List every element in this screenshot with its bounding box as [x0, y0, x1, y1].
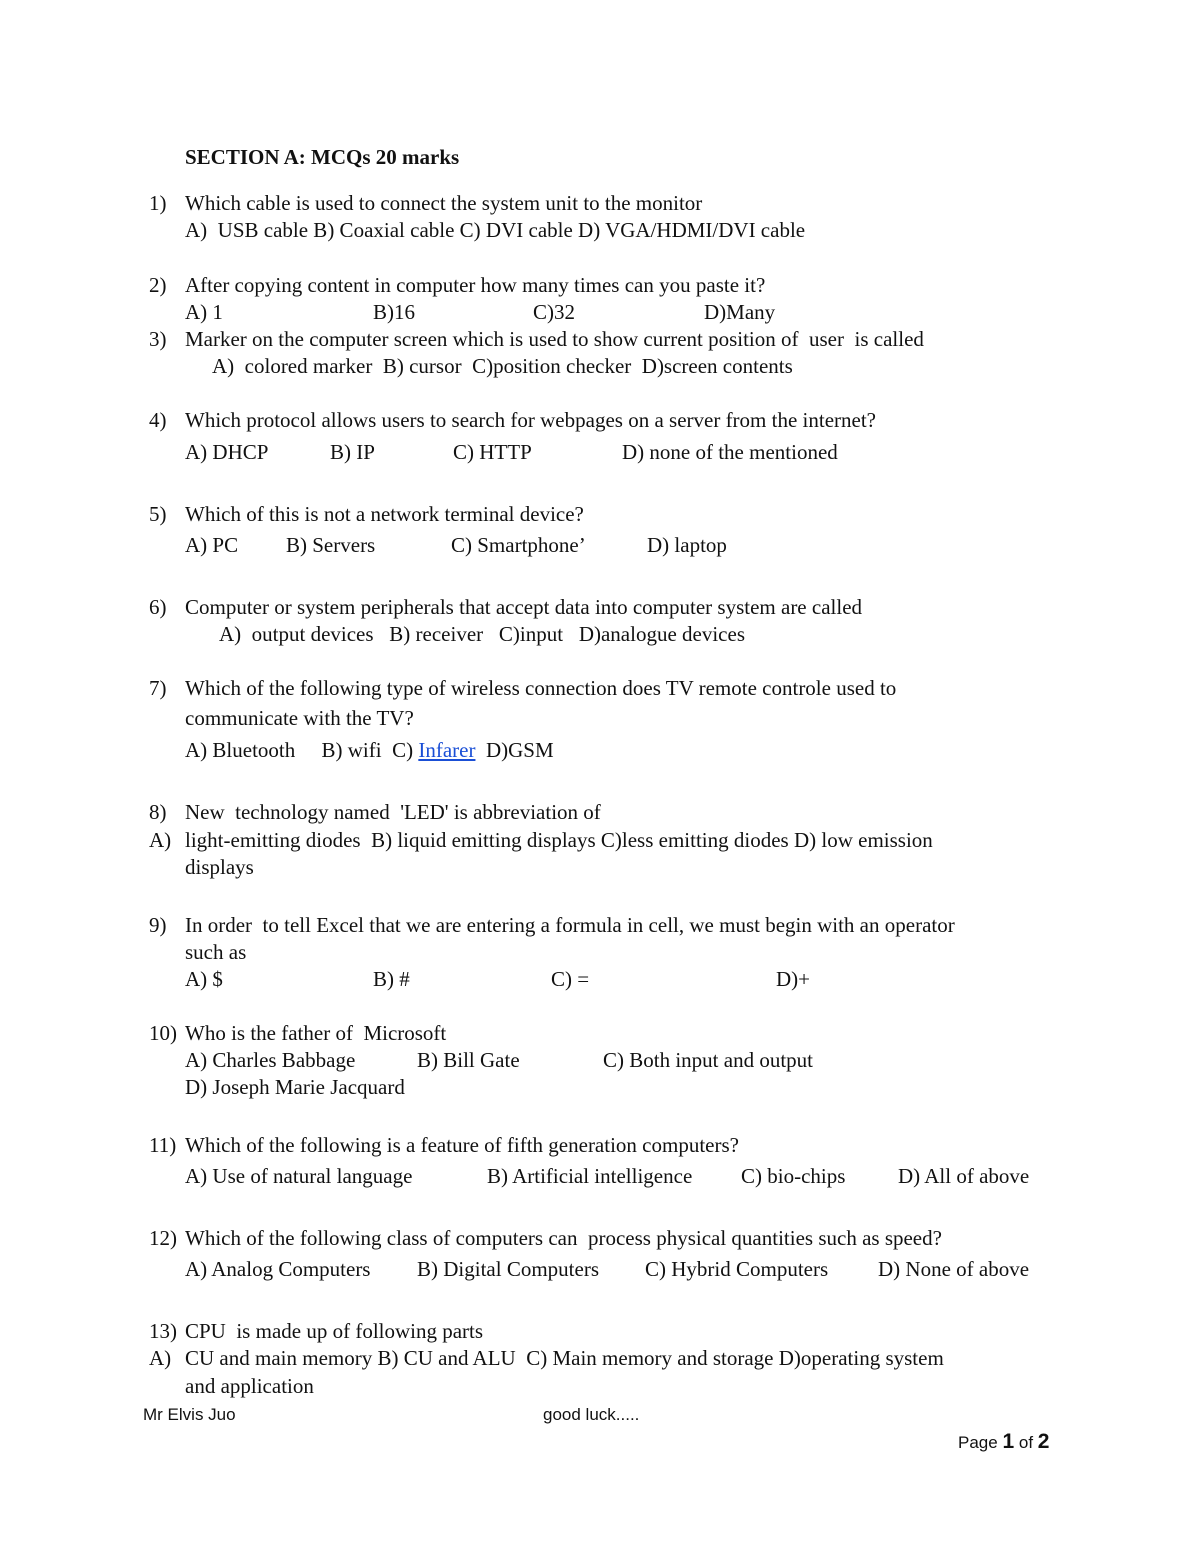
answer-option: C) = — [551, 967, 590, 991]
answer-option: C) Both input and output — [603, 1048, 813, 1072]
answer-options-continued: and application — [185, 1374, 314, 1398]
page-total: 2 — [1037, 1430, 1050, 1453]
answer-option: D) none of the mentioned — [622, 440, 838, 464]
page-word: Page — [958, 1433, 998, 1452]
question-text: Marker on the computer screen which is used to show current position of user is called — [185, 327, 924, 351]
question-text: CPU is made up of following parts — [185, 1319, 484, 1343]
answer-option: A) PC — [185, 533, 239, 557]
answer-option: B) # — [373, 967, 410, 991]
question-text: In order to tell Excel that we are entering a formula in cell, we must begin with an operator — [185, 913, 955, 937]
answer-options: A) output devices B) receiver C)input D)analogue devices — [219, 622, 745, 646]
question-number: 1) — [149, 191, 167, 215]
answer-option: D)Many — [704, 300, 776, 324]
section-title: SECTION A: MCQs 20 marks — [185, 145, 460, 169]
answer-option: B) Bill Gate — [417, 1048, 520, 1072]
answer-option: A) 1 — [185, 300, 223, 324]
question-text: Which of the following type of wireless connection does TV remote controle used to — [185, 676, 897, 700]
answer-option: A) Charles Babbage — [185, 1048, 356, 1072]
question-number: 8) — [149, 800, 167, 824]
question-text: Who is the father of Microsoft — [185, 1021, 447, 1045]
answer-option: C) bio-chips — [741, 1164, 846, 1188]
question-text: Computer or system peripherals that accept data into computer system are called — [185, 595, 863, 619]
question-number: 7) — [149, 676, 167, 700]
answer-option: A) Analog Computers — [185, 1257, 371, 1281]
page-of: of — [1018, 1433, 1034, 1452]
answer-option: B)16 — [373, 300, 415, 324]
answer-option: D) Joseph Marie Jacquard — [185, 1075, 405, 1099]
answer-option: B) Digital Computers — [417, 1257, 599, 1281]
question-number: 13) — [149, 1319, 177, 1343]
answer-option: B) Servers — [286, 533, 376, 557]
answer-option: B) Artificial intelligence — [487, 1164, 693, 1188]
question-text: Which protocol allows users to search for webpages on a server from the internet? — [185, 408, 877, 432]
answer-options-continued: displays — [185, 855, 254, 879]
answer-option-letter: A) — [149, 828, 172, 852]
question-number: 9) — [149, 913, 167, 937]
answer-options: A) USB cable B) Coaxial cable C) DVI cable D) VGA/HDMI/DVI cable — [185, 218, 806, 242]
answer-options: light-emitting diodes B) liquid emitting displays C)less emitting diodes D) low emission — [185, 828, 933, 852]
answer-options — [185, 738, 554, 762]
question-number: 12) — [149, 1226, 177, 1250]
answer-options: CU and main memory B) CU and ALU C) Main memory and storage D)operating system — [185, 1346, 944, 1370]
footer-author: Mr Elvis Juo — [143, 1405, 236, 1424]
answer-option: A) $ — [185, 967, 223, 991]
answer-option: B) IP — [330, 440, 375, 464]
question-number: 10) — [149, 1021, 177, 1045]
question-text-continued: such as — [185, 940, 247, 964]
answer-option: D)+ — [776, 967, 811, 991]
page-current: 1 — [1002, 1430, 1015, 1453]
question-text: Which of this is not a network terminal device? — [185, 502, 584, 526]
answer-option: C)32 — [533, 300, 575, 324]
answer-option: D) laptop — [647, 533, 727, 557]
question-text: Which cable is used to connect the system unit to the monitor — [185, 191, 703, 215]
question-number: 3) — [149, 327, 167, 351]
question-number: 2) — [149, 273, 167, 297]
answer-options-text: A) Bluetooth B) wifi C) — [185, 738, 419, 762]
answer-option: C) HTTP — [453, 440, 532, 464]
question-text: New technology named 'LED' is abbreviation of — [185, 800, 601, 824]
footer-message: good luck..... — [543, 1405, 640, 1424]
answer-option-text: D)GSM — [475, 738, 554, 762]
answer-option-letter: A) — [149, 1346, 172, 1370]
question-number: 5) — [149, 502, 167, 526]
question-number: 6) — [149, 595, 167, 619]
question-text-continued: communicate with the TV? — [185, 706, 414, 730]
answer-option: D) All of above — [898, 1164, 1030, 1188]
question-number: 4) — [149, 408, 167, 432]
page-indicator — [958, 1432, 1049, 1453]
question-text: Which of the following class of computers can process physical quantities such as speed? — [185, 1226, 942, 1250]
question-text: Which of the following is a feature of fifth generation computers? — [185, 1133, 739, 1157]
question-text: After copying content in computer how many times can you paste it? — [185, 273, 766, 297]
answer-options: A) colored marker B) cursor C)position checker D)screen contents — [212, 354, 793, 378]
question-number: 11) — [149, 1133, 177, 1157]
answer-option: A) Use of natural language — [185, 1164, 413, 1188]
answer-option: C) Smartphone’ — [451, 533, 586, 557]
answer-option: D) None of above — [878, 1257, 1030, 1281]
infarer-link[interactable]: Infarer — [418, 738, 476, 762]
answer-option: A) DHCP — [185, 440, 269, 464]
answer-option: C) Hybrid Computers — [645, 1257, 829, 1281]
